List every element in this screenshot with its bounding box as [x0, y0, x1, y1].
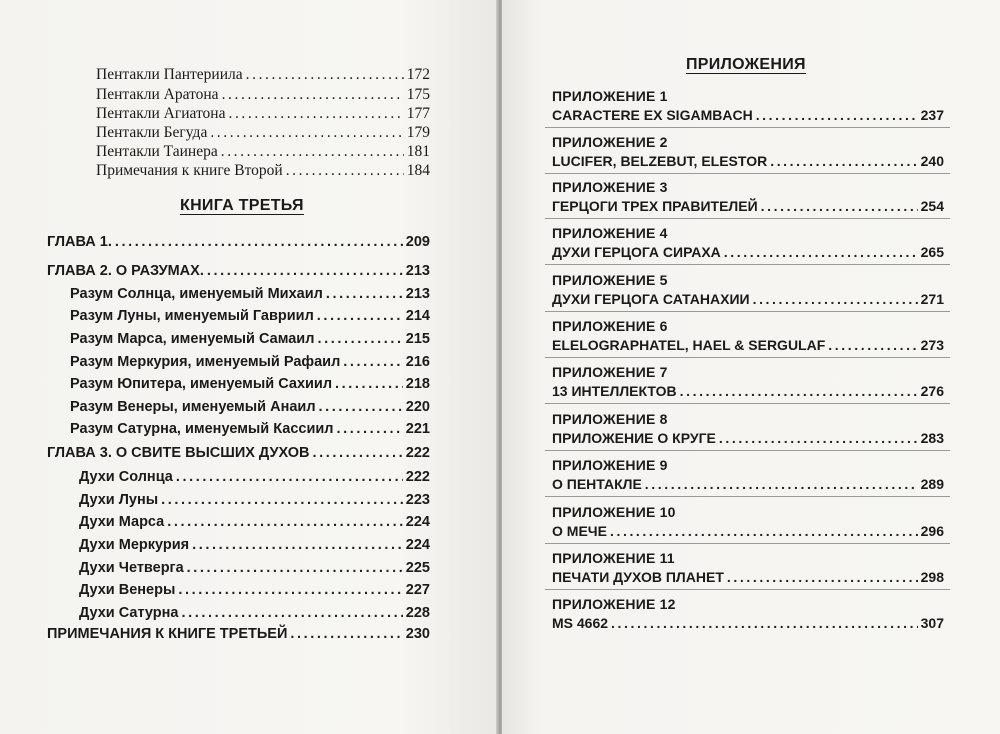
chapter-entry — [47, 233, 430, 251]
toc-subentry — [79, 581, 430, 599]
chapter-entry — [47, 262, 430, 280]
appendix-page: 289 — [920, 476, 944, 492]
toc-subentry — [70, 398, 430, 416]
appendix-entry — [552, 614, 944, 632]
appendix-page: 240 — [920, 153, 944, 169]
toc-subentry-title: Разум Луны, именуемый Гавриил — [70, 308, 314, 324]
appendix-title: LUCIFER, BELZEBUT, ELESTOR — [552, 153, 768, 169]
toc-subentry — [79, 559, 430, 577]
toc-subentry — [70, 375, 430, 393]
toc-subentry — [79, 604, 430, 622]
toc-subentry-page: 221 — [405, 421, 430, 437]
toc-entry — [96, 124, 430, 142]
left-page — [0, 0, 498, 734]
toc-subentry-title: Разум Меркурия, именуемый Рафаил — [70, 354, 341, 370]
appendix-label: ПРИЛОЖЕНИЕ 1 — [552, 88, 668, 104]
toc-subentry — [79, 513, 430, 531]
toc-subentry-title: Разум Юпитера, именуемый Сахиил — [70, 376, 333, 392]
toc-entry-page: 181 — [406, 143, 430, 160]
toc-subentry — [70, 285, 430, 303]
toc-subentry-page: 215 — [405, 331, 430, 347]
appendix-page: 271 — [920, 291, 944, 307]
toc-subentry-title: Духи Луны — [79, 492, 159, 508]
appendix-entry — [552, 568, 944, 586]
appendix-entry — [552, 197, 944, 215]
appendix-page: 283 — [920, 430, 944, 446]
chapter-page: 222 — [405, 445, 430, 461]
appendix-entry — [552, 106, 944, 124]
appendix-page: 298 — [920, 569, 944, 585]
appendix-label: ПРИЛОЖЕНИЕ 5 — [552, 272, 668, 288]
divider — [545, 173, 950, 174]
chapter-title: ГЛАВА 2. О РАЗУМАХ. — [47, 263, 204, 279]
toc-subentry-title: Духи Меркурия — [79, 537, 190, 553]
appendix-entry — [552, 243, 944, 261]
appendix-label: ПРИЛОЖЕНИЕ 6 — [552, 318, 668, 334]
toc-subentry-title: Духи Четверга — [79, 560, 184, 576]
toc-subentry-page: 220 — [405, 399, 430, 415]
appendix-page: 237 — [920, 107, 944, 123]
toc-subentry-page: 216 — [405, 354, 430, 370]
toc-subentry-page: 224 — [405, 537, 430, 553]
divider — [545, 496, 950, 497]
appendix-entry — [552, 429, 944, 447]
divider — [545, 403, 950, 404]
toc-entry-title: Примечания к книге Второй — [96, 162, 283, 179]
book-title: КНИГА ТРЕТЬЯ — [180, 197, 304, 214]
appendix-page: 296 — [920, 523, 944, 539]
appendix-entry — [552, 336, 944, 354]
divider — [545, 357, 950, 358]
appendix-label: ПРИЛОЖЕНИЕ 10 — [552, 504, 676, 520]
toc-subentry-title: Духи Марса — [79, 514, 165, 530]
divider — [545, 543, 950, 544]
toc-entry-page: 177 — [406, 105, 430, 122]
appendix-label: ПРИЛОЖЕНИЕ 3 — [552, 179, 668, 195]
toc-subentry-page: 218 — [405, 376, 430, 392]
appendix-title: 13 ИНТЕЛЛЕКТОВ — [552, 383, 677, 399]
chapter-title: ГЛАВА 1. — [47, 234, 112, 250]
appendix-title: ELELOGRAPHATEL, HAEL & SERGULAF — [552, 337, 826, 353]
appendix-title: MS 4662 — [552, 615, 609, 631]
appendix-title: ДУХИ ГЕРЦОГА СИРАХА — [552, 244, 721, 260]
toc-entry-title: Пентакли Пантериила — [96, 66, 243, 83]
appendix-page: 254 — [920, 198, 944, 214]
divider — [545, 264, 950, 265]
appendix-entry — [552, 382, 944, 400]
toc-subentry-title: Разум Венеры, именуемый Анаил — [70, 399, 316, 415]
toc-subentry-page: 223 — [405, 492, 430, 508]
divider — [545, 127, 950, 128]
appendix-title: ПРИЛОЖЕНИЕ О КРУГЕ — [552, 430, 716, 446]
toc-subentry-page: 224 — [405, 514, 430, 530]
chapter-title: ГЛАВА 3. О СВИТЕ ВЫСШИХ ДУХОВ — [47, 445, 310, 461]
toc-entry-title: Пентакли Аратона — [96, 86, 219, 103]
toc-subentry-page: 228 — [405, 605, 430, 621]
chapter-entry — [47, 444, 430, 462]
toc-subentry — [70, 420, 430, 438]
toc-subentry-page: 213 — [405, 286, 430, 302]
toc-subentry-page: 225 — [405, 560, 430, 576]
appendix-title: ПЕЧАТИ ДУХОВ ПЛАНЕТ — [552, 569, 724, 585]
appendix-title: ГЕРЦОГИ ТРЕХ ПРАВИТЕЛЕЙ — [552, 198, 758, 214]
chapter-page: 209 — [405, 234, 430, 250]
toc-subentry-title: Разум Сатурна, именуемый Кассиил — [70, 421, 334, 437]
appendix-title: ДУХИ ГЕРЦОГА САТАНАХИИ — [552, 291, 750, 307]
appendix-page: 276 — [920, 383, 944, 399]
chapter-title: ПРИМЕЧАНИЯ К КНИГЕ ТРЕТЬЕЙ — [47, 626, 288, 642]
divider — [545, 311, 950, 312]
appendix-label: ПРИЛОЖЕНИЕ 12 — [552, 596, 676, 612]
appendix-entry — [552, 475, 944, 493]
appendix-page: 265 — [920, 244, 944, 260]
toc-subentry-title: Духи Солнца — [79, 469, 173, 485]
appendix-page: 273 — [920, 337, 944, 353]
appendix-entry — [552, 522, 944, 540]
toc-subentry-title: Разум Солнца, именуемый Михаил — [70, 286, 323, 302]
toc-subentry-page: 222 — [405, 469, 430, 485]
toc-entry — [96, 66, 430, 84]
appendix-label: ПРИЛОЖЕНИЕ 7 — [552, 364, 668, 380]
appendices-heading: ПРИЛОЖЕНИЯ — [686, 56, 806, 73]
chapter-entry — [47, 625, 430, 643]
toc-entry-page: 172 — [406, 66, 430, 83]
toc-entry-title: Пентакли Бегуда — [96, 124, 208, 141]
toc-subentry-title: Духи Венеры — [79, 582, 176, 598]
appendix-label: ПРИЛОЖЕНИЕ 9 — [552, 457, 668, 473]
chapter-page: 213 — [405, 263, 430, 279]
toc-entry-title: Пентакли Таинера — [96, 143, 218, 160]
toc-subentry — [70, 353, 430, 371]
toc-entry — [96, 143, 430, 161]
appendix-label: ПРИЛОЖЕНИЕ 11 — [552, 550, 675, 566]
toc-subentry — [79, 536, 430, 554]
toc-subentry-page: 227 — [405, 582, 430, 598]
toc-subentry-title: Разум Марса, именуемый Самаил — [70, 331, 315, 347]
toc-entry-title: Пентакли Агиатона — [96, 105, 226, 122]
toc-subentry-page: 214 — [405, 308, 430, 324]
toc-entry-page: 179 — [406, 124, 430, 141]
toc-subentry — [79, 468, 430, 486]
appendix-title: CARACTERE EX SIGAMBACH — [552, 107, 753, 123]
toc-subentry — [70, 307, 430, 325]
toc-entry-page: 175 — [406, 86, 430, 103]
appendix-label: ПРИЛОЖЕНИЕ 8 — [552, 411, 668, 427]
divider — [545, 218, 950, 219]
appendix-entry — [552, 290, 944, 308]
toc-subentry — [70, 330, 430, 348]
divider — [545, 589, 950, 590]
divider — [545, 450, 950, 451]
toc-subentry — [79, 491, 430, 509]
chapter-page: 230 — [405, 626, 430, 642]
toc-entry-page: 184 — [406, 162, 430, 179]
appendix-label: ПРИЛОЖЕНИЕ 4 — [552, 225, 668, 241]
toc-entry — [96, 86, 430, 104]
appendix-label: ПРИЛОЖЕНИЕ 2 — [552, 134, 668, 150]
toc-entry — [96, 105, 430, 123]
appendix-title: О МЕЧЕ — [552, 523, 607, 539]
toc-entry — [96, 162, 430, 180]
appendix-title: О ПЕНТАКЛЕ — [552, 476, 642, 492]
toc-subentry-title: Духи Сатурна — [79, 605, 179, 621]
appendix-entry — [552, 152, 944, 170]
appendix-page: 307 — [920, 615, 944, 631]
